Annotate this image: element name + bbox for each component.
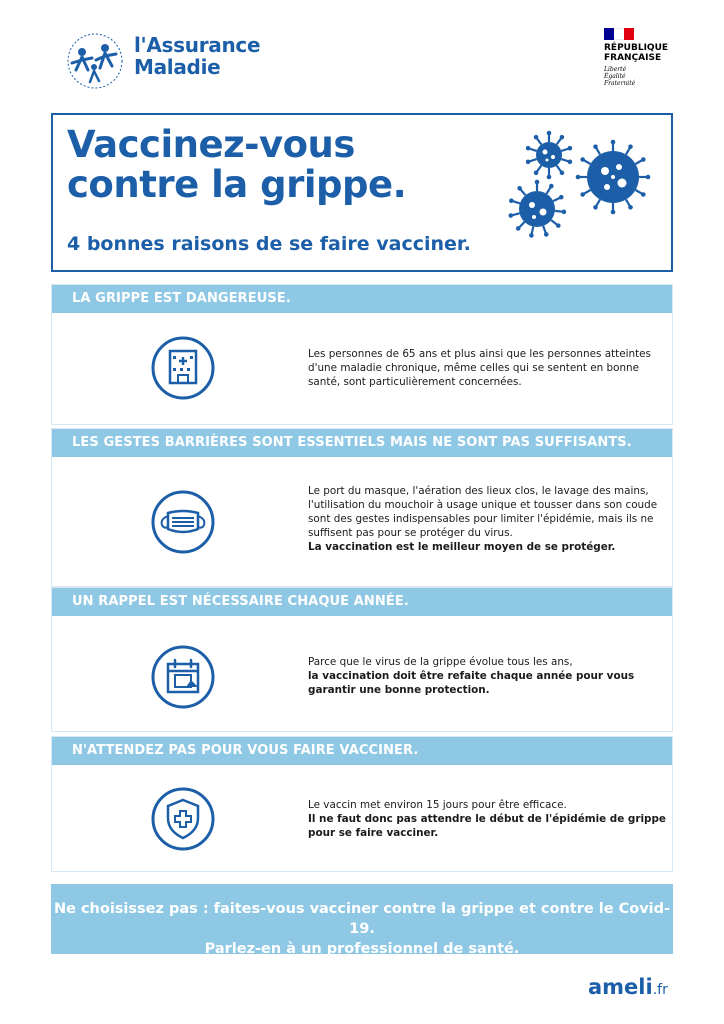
motto-liberte: Liberté <box>604 66 627 73</box>
section-body: Les personnes de 65 ans et plus ainsi que les personnes atteintes d'une maladie chronique, même celles qui se sentent en bonne santé, sont particulièrement concernées. <box>308 348 651 388</box>
section-heading: LES GESTES BARRIÈRES SONT ESSENTIELS MAIS NE SONT PAS SUFFISANTS. <box>52 429 672 457</box>
ameli-logo <box>588 974 668 1003</box>
republique-francaise-logo <box>604 28 694 92</box>
virus-icon <box>507 129 663 241</box>
motto-egalite: Égalité <box>604 73 626 80</box>
ameli-name: ameli <box>588 975 653 999</box>
section-text <box>308 347 668 389</box>
section-dangerous <box>51 284 673 425</box>
section-text <box>308 484 668 554</box>
shield-icon <box>150 786 216 852</box>
mask-icon <box>150 489 216 555</box>
people-ring-icon <box>62 30 128 90</box>
section-body: Parce que le virus de la grippe évolue tous les ans, <box>308 656 573 668</box>
assurance-logo-line1: l'Assurance <box>134 33 261 57</box>
section-emphasis: Il ne faut donc pas attendre le début de l'épidémie de grippe pour se faire vacciner. <box>308 813 666 839</box>
calendar-icon <box>150 644 216 710</box>
section-emphasis: la vaccination doit être refaite chaque année pour vous garantir une bonne protection. <box>308 670 635 696</box>
title-line1: Vaccinez-vous <box>67 123 355 166</box>
republique-line1: RÉPUBLIQUE <box>604 43 669 53</box>
title-line2: contre la grippe. <box>67 163 407 206</box>
section-heading: LA GRIPPE EST DANGEREUSE. <box>52 285 672 313</box>
page-title <box>67 125 406 205</box>
section-heading: UN RAPPEL EST NÉCESSAIRE CHAQUE ANNÉE. <box>52 588 672 616</box>
footer-line1: Ne choisissez pas : faites-vous vacciner contre la grippe et contre le Covid-19. <box>53 901 671 937</box>
section-body: Le port du masque, l'aération des lieux clos, le lavage des mains, l'utilisation du mouchoir à usage unique et tousser dans son coude sont des gestes indispensables pour limiter l'épidémie, mais ils ne suffisent pas pour se protéger du virus. <box>308 485 658 539</box>
section-text <box>308 798 668 840</box>
french-flag-icon <box>604 28 634 40</box>
section-heading: N'ATTENDEZ PAS POUR VOUS FAIRE VACCINER. <box>52 737 672 765</box>
section-text <box>308 655 668 697</box>
assurance-maladie-logo <box>62 28 282 92</box>
section-do-not-wait <box>51 736 673 872</box>
motto-fraternite: Fraternité <box>604 80 636 87</box>
section-yearly-booster <box>51 587 673 732</box>
section-emphasis: La vaccination est le meilleur moyen de se protéger. <box>308 541 616 553</box>
ameli-tld: .fr <box>652 982 668 998</box>
section-barrier-gestures <box>51 428 673 587</box>
page-subtitle: 4 bonnes raisons de se faire vacciner. <box>67 233 471 255</box>
footer-line2: Parlez-en à un professionnel de santé. <box>204 941 520 957</box>
section-body: Le vaccin met environ 15 jours pour être efficace. <box>308 799 567 811</box>
footer-callout <box>51 884 673 957</box>
assurance-logo-line2: Maladie <box>134 55 221 79</box>
republique-line2: FRANÇAISE <box>604 53 662 63</box>
hero-box <box>51 113 673 272</box>
hospital-icon <box>150 335 216 401</box>
